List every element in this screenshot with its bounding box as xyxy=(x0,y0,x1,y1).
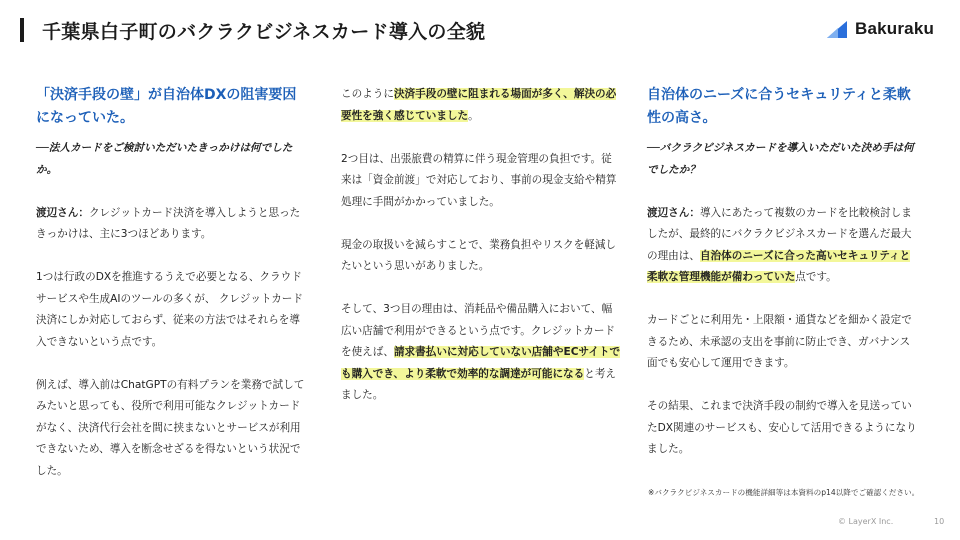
text-span: 。 xyxy=(468,109,479,122)
column-middle xyxy=(341,84,621,407)
answer-text: クレジットカード決済を導入しようと思ったきっかけは、主に3つほどあります。 xyxy=(36,206,301,240)
text-span: 点です。 xyxy=(795,271,837,283)
answer-paragraph-5: 2つ目は、出張旅費の精算に伴う現金管理の負担です。従来は「資金前渡」で対応しており、事前の現金支給や精算処理に手間がかかっていました。 xyxy=(341,152,617,208)
answer-paragraph-8 xyxy=(647,203,917,289)
bakuraku-logo xyxy=(824,18,934,40)
copyright: © LayerX Inc. xyxy=(838,517,894,526)
answer-paragraph-2: 1つは行政のDXを推進するうえで必要となる、クラウドサービスや生成AIのツールの多くが、 クレジットカード決済にしか対応しておらず、従来の方法ではそれらを導入できないという点です。 xyxy=(36,271,303,348)
column-left xyxy=(36,84,306,482)
column-right-heading: 自治体のニーズに合うセキュリティと柔軟性の高さ。 xyxy=(647,87,911,126)
speaker-name: 渡辺さん： xyxy=(647,206,700,219)
text-span: と考えました。 xyxy=(341,367,617,401)
speaker-name: 渡辺さん： xyxy=(36,206,89,219)
interview-question: ──バクラクビジネスカードを導入いただいた決め手は何でしたか？ xyxy=(647,142,914,176)
answer-paragraph-3: 例えば、導入前はChatGPTの有料プランを業務で試してみたいと思っても、役所で利用可能なクレジットカードがなく、決済代行会社を間に挟まないとサービスが利用できないため、導入を断念せざるを得ないという状況でした。 xyxy=(36,378,305,477)
answer-paragraph-4 xyxy=(341,84,621,127)
text-span: このように xyxy=(341,88,394,100)
page-number: 10 xyxy=(934,517,945,526)
bakuraku-logo-icon xyxy=(824,18,850,40)
text-span: 導入にあたって複数のカードを比較検討しましたが、最終的にバクラクビジネスカードを選んだ最大の理由は、 xyxy=(647,206,912,262)
column-right xyxy=(647,84,917,461)
title-accent-bar xyxy=(20,18,24,42)
highlighted-text: 請求書払いに対応していない店舗やECサイトでも購入でき、より柔軟で効率的な調達が可能になる xyxy=(341,346,621,380)
interview-question: ──法人カードをご検討いただいたきっかけは何でしたか。 xyxy=(36,142,293,176)
answer-paragraph-6: 現金の取扱いを減らすことで、業務負担やリスクを軽減したいという思いがありました。 xyxy=(341,238,617,272)
text-span: そして、3つ目の理由は、消耗品や備品購入において、幅広い店舗で利用ができるという点です。クレジットカードを使えば、 xyxy=(341,303,616,358)
answer-paragraph xyxy=(36,203,306,246)
answer-paragraph-9: カードごとに利用先・上限額・通貨などを細かく設定できるため、未承認の支出を事前に防止でき、ガバナンス面でも安心して運用できます。 xyxy=(647,314,912,369)
answer-paragraph-10: その結果、これまで決済手段の制約で導入を見送っていたDX関連のサービスも、安心して活用できるようになりました。 xyxy=(647,400,917,455)
page-title: 千葉県白子町のバクラクビジネスカード導入の全貌 xyxy=(42,21,486,43)
footnote: ※バクラクビジネスカードの機能詳細等は本資料のp14以降でご確認ください。 xyxy=(648,488,920,497)
highlighted-text: 決済手段の壁に阻まれる場面が多く、解決の必要性を強く感じていました xyxy=(341,88,617,122)
column-left-heading: 「決済手段の壁」が自治体DXの阻害要因になっていた。 xyxy=(36,87,297,126)
logo-text: Bakuraku xyxy=(855,19,935,38)
answer-paragraph-7 xyxy=(341,299,621,407)
highlighted-text: 自治体のニーズに合った高いセキュリティと柔軟な管理機能が備わっていた xyxy=(647,249,911,283)
